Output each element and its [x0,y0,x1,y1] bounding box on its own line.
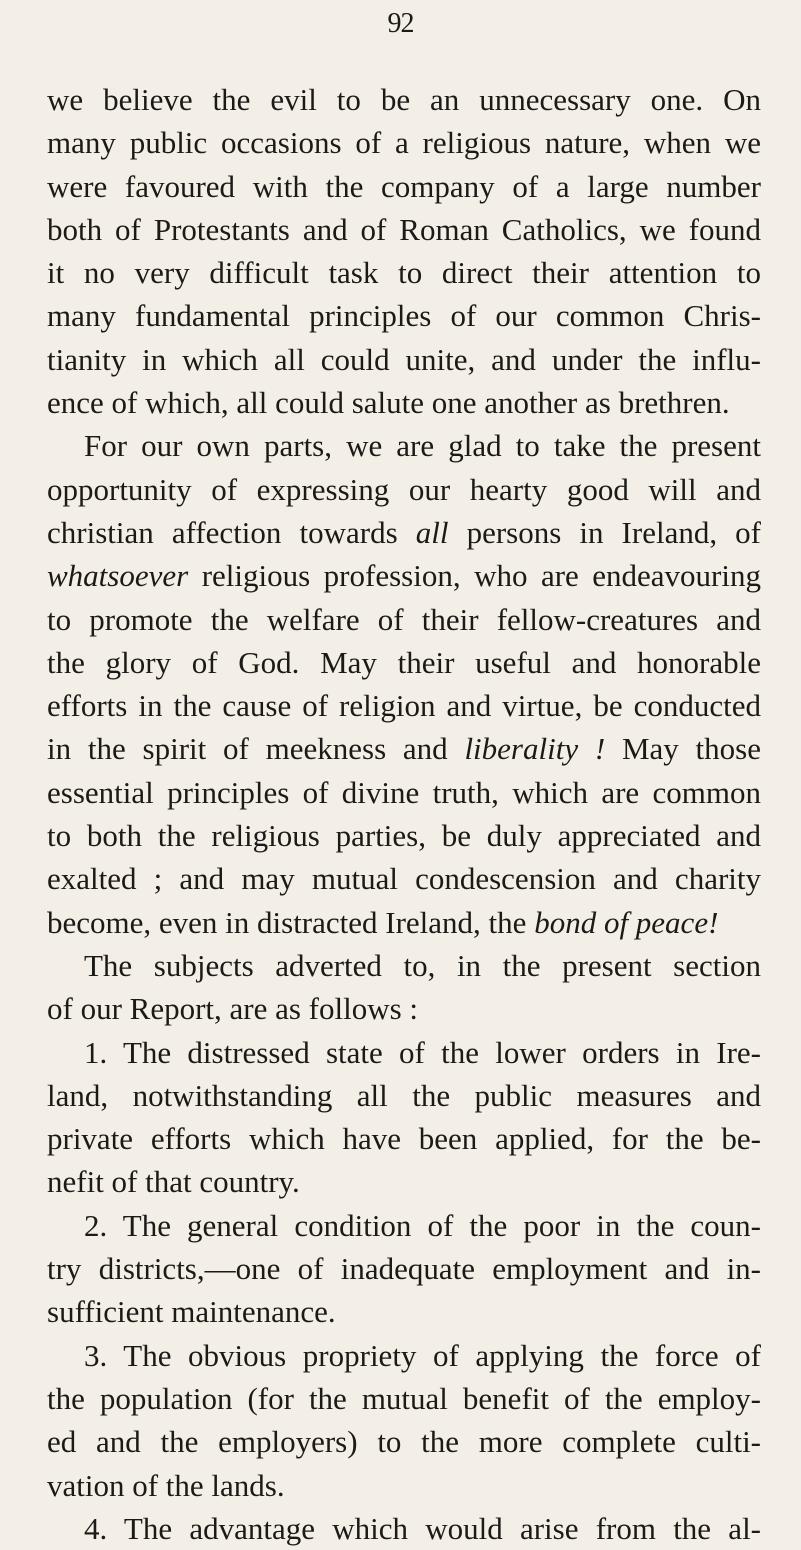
text-line: exalted ; and may mutual condescension and charity [47,861,761,897]
list-item-first-line: 4. The advantage which would arise from the al- [84,1510,761,1546]
text-line: vation of the lands. [47,1467,285,1503]
italic-emphasis: whatsoever [47,558,189,594]
text-line [47,511,761,554]
text-line: private efforts which have been applied, for the be- [47,1121,761,1157]
text-line: For our own parts, we are glad to take the present [84,428,761,464]
list-item-first-line: 1. The distressed state of the lower orders in Ire- [84,1034,761,1070]
text-line: ence of which, all could salute one another as brethren. [47,385,730,421]
text-line: the population (for the mutual benefit of the employ- [47,1380,761,1416]
text-line: try districts,—one of inadequate employment and in- [47,1251,761,1287]
italic-emphasis: liberality ! [464,731,606,767]
text-run: persons in Ireland, of [448,514,761,550]
text-run: become, even in distracted Ireland, the [47,904,535,940]
text-line: many fundamental principles of our common Chris- [47,298,761,334]
text-run: in the spirit of meekness and [47,731,465,767]
text-line: it no very difficult task to direct their attention to [47,255,761,291]
italic-emphasis: all [415,514,449,550]
text-line: both of Protestants and of Roman Catholics, we found [47,211,761,247]
text-line: opportunity of expressing our hearty good will and [47,471,761,507]
text-line [47,727,761,770]
text-run: May those [605,731,761,767]
text-line: were favoured with the company of a large number [47,168,761,204]
text-run: religious profession, who are endeavouring [188,558,761,594]
text-line: essential principles of divine truth, which are common [47,774,761,810]
text-line: tianity in which all could unite, and under the influ- [47,341,761,377]
text-run: christian affection towards [47,514,416,550]
text-line [47,901,761,944]
list-item-first-line: 3. The obvious propriety of applying the force of [84,1337,761,1373]
text-line: to promote the welfare of their fellow-creatures and [47,601,761,637]
list-item-first-line: 2. The general condition of the poor in the coun- [84,1207,761,1243]
text-line: the glory of God. May their useful and honorable [47,644,761,680]
body-text [47,78,761,1550]
page-number: 92 [387,8,414,39]
text-line: efforts in the cause of religion and virtue, be conducted [47,688,761,724]
text-line: of our Report, are as follows : [47,991,419,1027]
text-line: ed and the employers) to the more complete culti- [47,1424,761,1460]
italic-emphasis: bond of peace! [534,904,719,940]
text-line: land, notwithstanding all the public measures and [47,1077,761,1113]
text-line [47,554,761,597]
text-line: many public occasions of a religious nature, when we [47,125,761,161]
text-line: to both the religious parties, be duly appreciated and [47,818,761,854]
text-line: we believe the evil to be an unnecessary one. On [47,82,761,117]
text-line: The subjects adverted to, in the present section [84,947,761,983]
text-line: nefit of that country. [47,1164,300,1200]
text-line: sufficient maintenance. [47,1294,336,1330]
